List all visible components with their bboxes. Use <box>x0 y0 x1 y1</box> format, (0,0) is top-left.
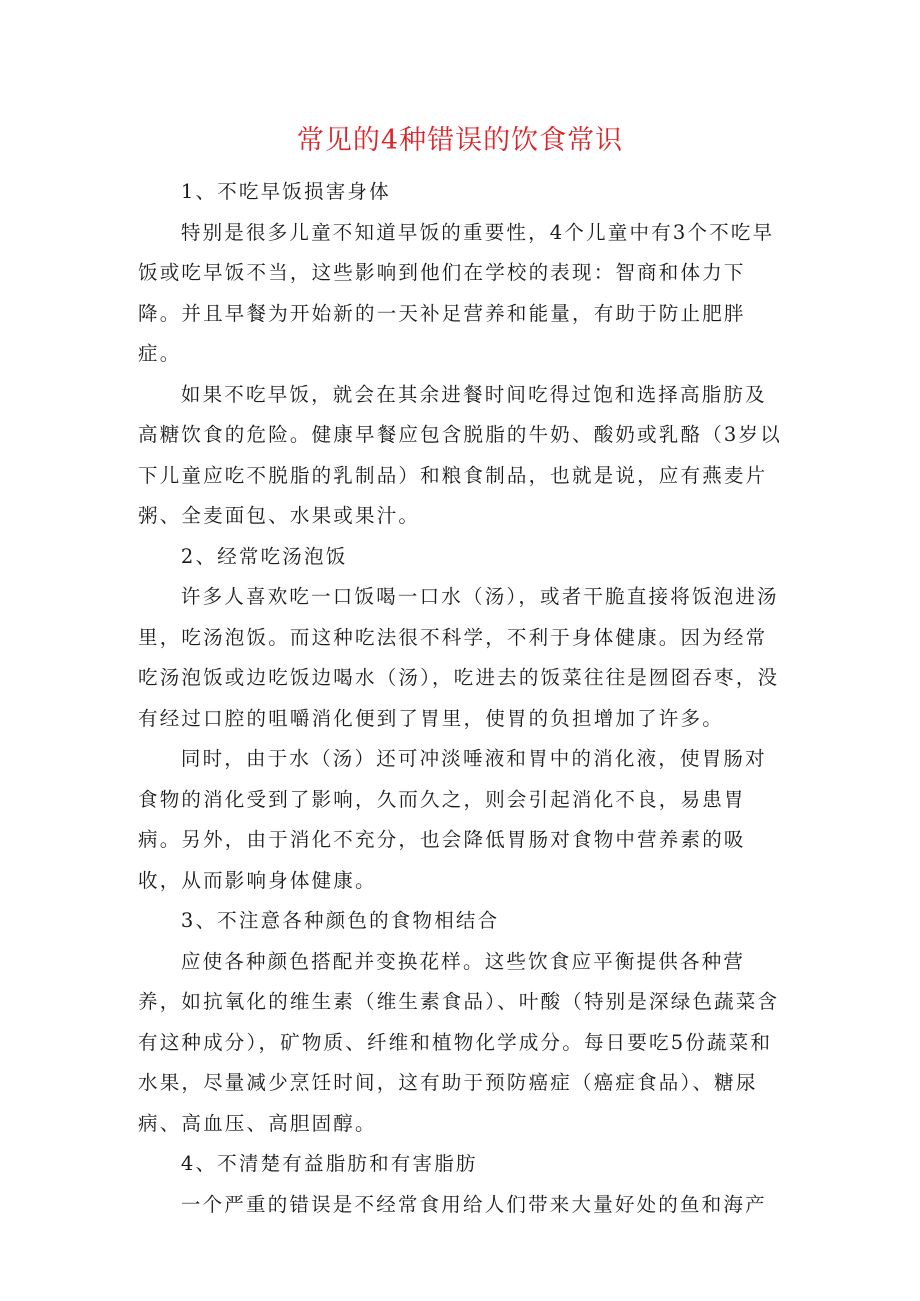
section-2 <box>138 537 788 902</box>
paragraph: 许多人喜欢吃一口饭喝一口水（汤），或者干脆直接将饭泡进汤里，吃汤泡饭。而这种吃法很不科学，不利于身体健康。因为经常吃汤泡饭或边吃饭边喝水（汤），吃进去的饭菜往往是囫囵吞枣，没有经过口腔的咀嚼消化便到了胃里，使胃的负担增加了许多。 <box>138 585 780 730</box>
section-4 <box>138 1144 788 1225</box>
section-3 <box>138 901 788 1144</box>
paragraph: 一个严重的错误是不经常食用给人们带来大量好处的鱼和海产 <box>180 1192 767 1216</box>
paragraph: 特别是很多儿童不知道早饭的重要性，4个儿童中有3个不吃早饭或吃早饭不当，这些影响到他们在学校的表现：智商和体力下降。并且早餐为开始新的一天补足营养和能量，有助于防止肥胖症。 <box>138 220 775 365</box>
document-title: 常见的4种错误的饮食常识 <box>296 125 624 156</box>
paragraph: 应使各种颜色搭配并变换花样。这些饮食应平衡提供各种营养，如抗氧化的维生素（维生素食品）、叶酸（特别是深绿色蔬菜含有这种成分），矿物质、纤维和植物化学成分。每日要吃5份蔬菜和水果，尽量减少烹饪时间，这有助于预防癌症（癌症食品）、糖尿病、高血压、高胆固醇。 <box>138 949 780 1135</box>
section-heading: 4、不清楚有益脂肪和有害脂肪 <box>180 1152 478 1175</box>
section-heading: 3、不注意各种颜色的食物相结合 <box>180 909 500 932</box>
document-body <box>138 172 788 1225</box>
section-1 <box>138 172 788 537</box>
section-heading: 1、不吃早饭损害身体 <box>180 180 391 203</box>
paragraph: 如果不吃早饭，就会在其余进餐时间吃得过饱和选择高脂肪及高糖饮食的危险。健康早餐应包含脱脂的牛奶、酸奶或乳酪（3岁以下儿童应吃不脱脂的乳制品）和粮食制品，也就是说，应有燕麦片粥、全麦面包、水果或果汁。 <box>138 382 782 527</box>
paragraph: 同时，由于水（汤）还可冲淡唾液和胃中的消化液，使胃肠对食物的消化受到了影响，久而久之，则会引起消化不良，易患胃病。另外，由于消化不充分，也会降低胃肠对食物中营养素的吸收，从而影响身体健康。 <box>138 747 767 892</box>
section-heading: 2、经常吃汤泡饭 <box>180 544 348 568</box>
